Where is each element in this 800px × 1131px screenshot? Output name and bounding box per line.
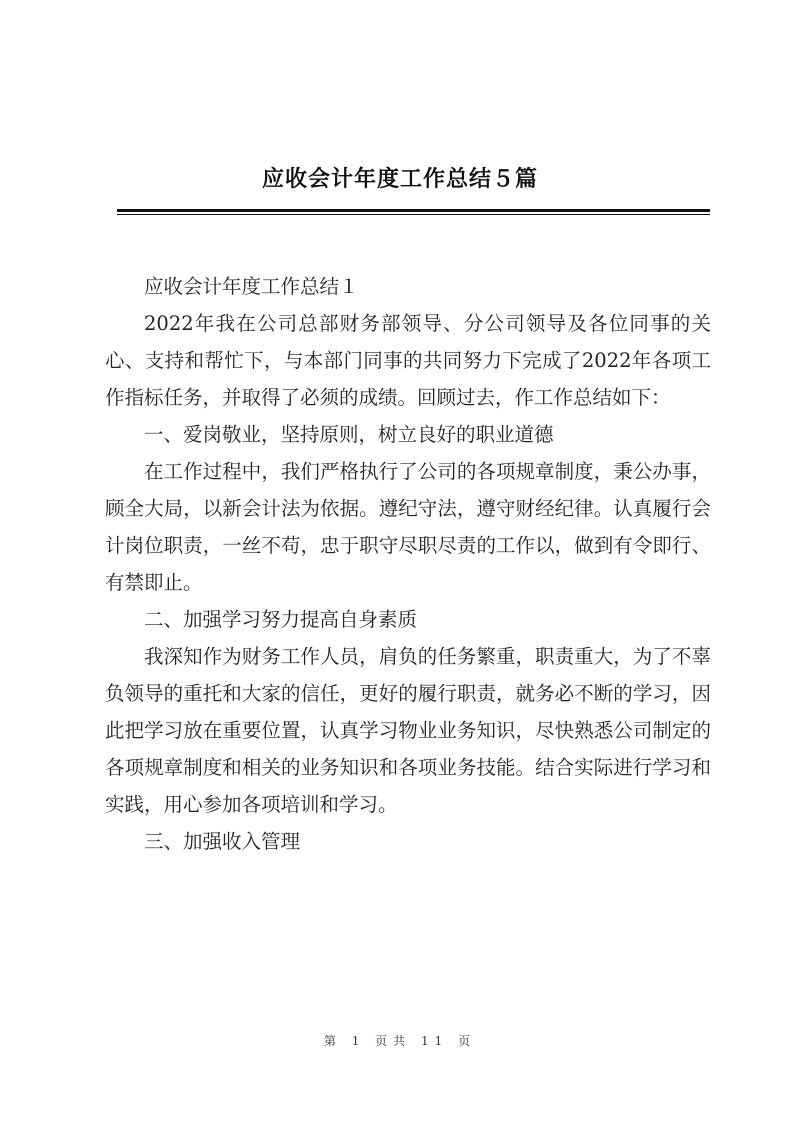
document-title: 应收会计年度工作总结５篇	[261, 167, 538, 192]
section-heading: 二、加强学习努力提高自身素质	[144, 608, 418, 631]
page-number-footer: 第 1 页共 11 页	[323, 1034, 477, 1048]
body-paragraph: 在工作过程中，我们严格执行了公司的各项规章制度，秉公办事，顾全大局，以新会计法为依据。遵纪守法，遵守财经纪律。认真履行会计岗位职责，一丝不苟，忠于职守尽职尽责的工作以，做到有令即行、有禁即止。	[105, 460, 711, 594]
section-heading: 应收会计年度工作总结１	[144, 275, 359, 298]
section-heading: 三、加强收入管理	[144, 830, 301, 853]
section-heading: 一、爱岗敬业，坚持原则，树立良好的职业道德	[144, 423, 554, 446]
body-paragraph: 我深知作为财务工作人员，肩负的任务繁重，职责重大，为了不辜负领导的重托和大家的信任，更好的履行职责，就务必不断的学习，因此把学习放在重要位置，认真学习物业业务知识，尽快熟悉公司制定的各项规章制度和相关的业务知识和各项业务技能。结合实际进行学习和实践，用心参加各项培训和学习。	[105, 645, 711, 816]
document-body	[105, 268, 711, 860]
body-paragraph: 2022年我在公司总部财务部领导、分公司领导及各位同事的关心、支持和帮忙下，与本部门同事的共同努力下完成了2022年各项工作指标任务，并取得了必须的成绩。回顾过去，作工作总结如下：	[105, 312, 711, 409]
title-divider-thin	[117, 214, 710, 215]
title-divider-thick	[117, 209, 710, 212]
